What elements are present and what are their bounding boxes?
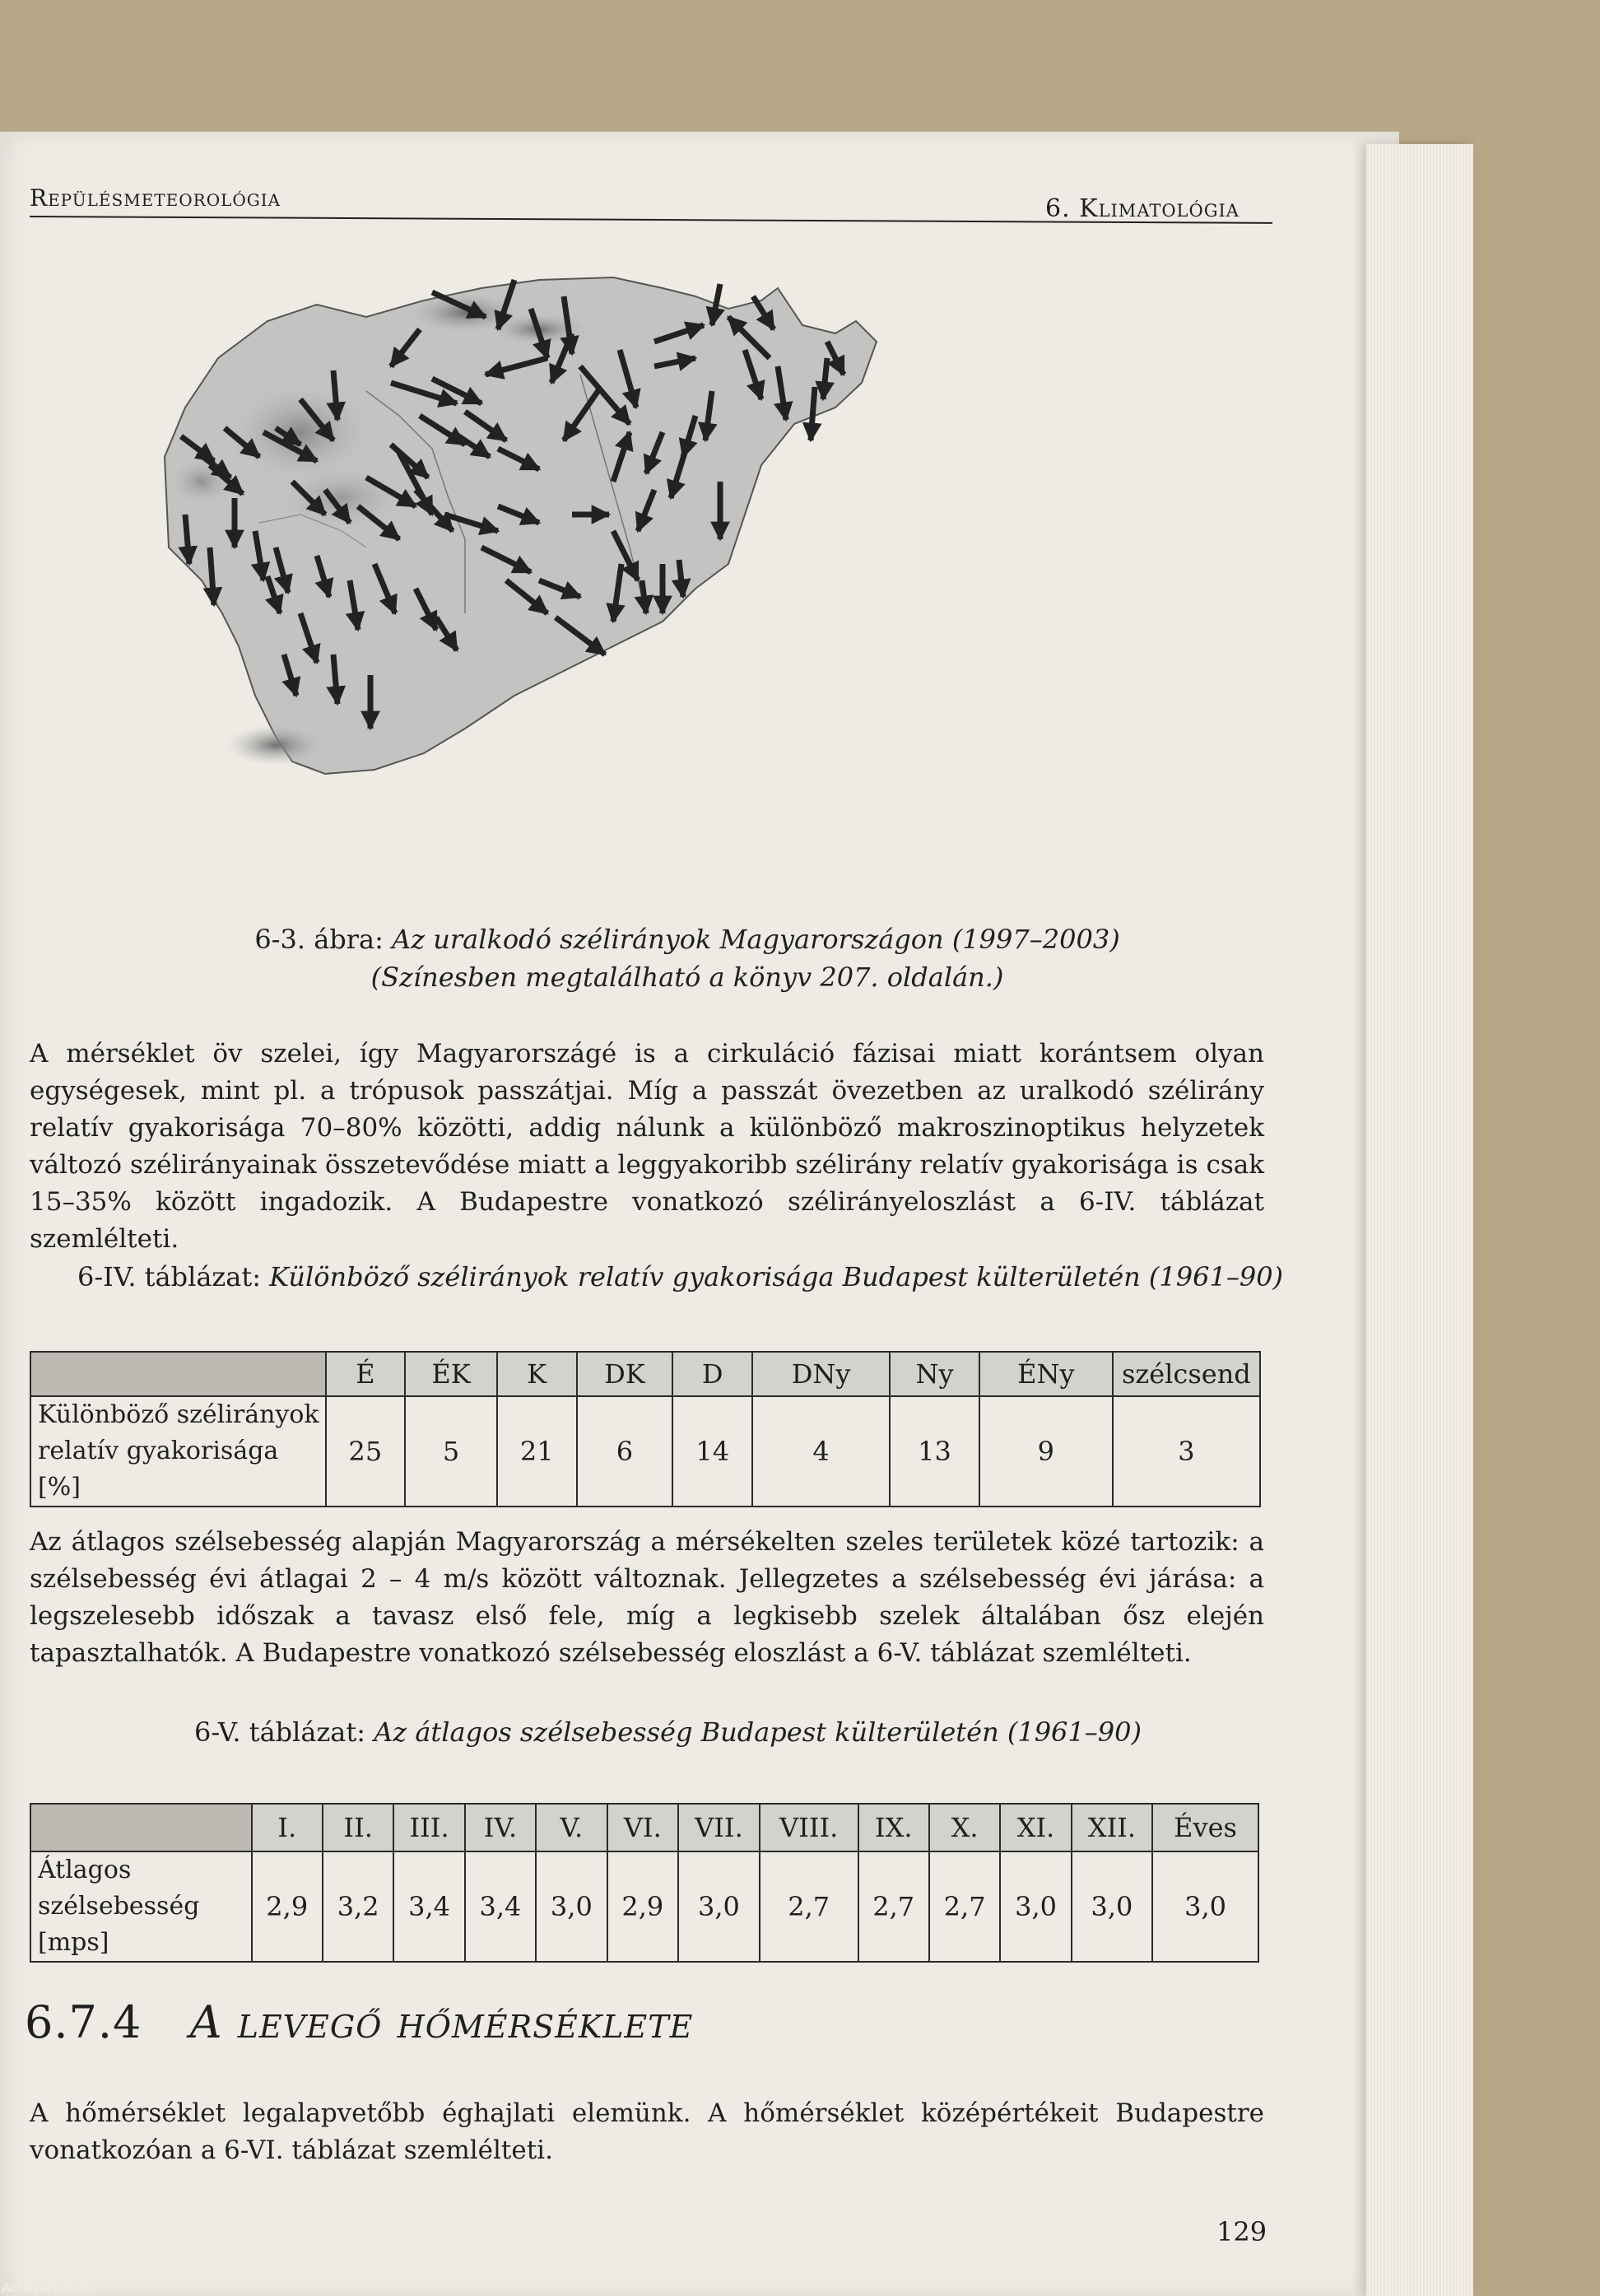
table-cell: 3,0	[1152, 1851, 1258, 1962]
watermark: Antikvarium.hu	[2, 2280, 96, 2295]
table-header: X.	[929, 1804, 1000, 1851]
figure-caption	[214, 924, 1160, 955]
table-header: DNy	[752, 1352, 890, 1396]
paragraph: Az átlagos szélsebesség alapján Magyarország a mérsékelten szeles területek közé tartozik: a szélsebesség évi átlagai 2 – 4 m/s között változnak. Jellegzetes a szélsebesség évi járása: a legszelesebb időszak a tavasz első fele, míg a legkisebb szelek általában ősz elején tapasztalhatók. A Budapestre vonatkozó szélsebesség eloszlást a 6-V. táblázat szemlélteti.	[30, 1527, 1264, 1668]
figure-caption-note: (Színesben megtalálható a könyv 207. oldalán.)	[370, 962, 1004, 993]
table-cell: 3,2	[323, 1851, 393, 1962]
table-header: IV.	[465, 1804, 536, 1851]
running-head-left: Repülésmeteorológia	[30, 184, 281, 212]
table-cell: 2,9	[252, 1851, 323, 1962]
table-header: VII.	[678, 1804, 760, 1851]
table-cell: 13	[890, 1396, 979, 1507]
page-number: 129	[1216, 2216, 1267, 2247]
wind-speed-table	[30, 1803, 1259, 1963]
running-head-right: 6. Klimatológia	[1045, 194, 1240, 223]
figure-caption-label: 6-3. ábra:	[254, 924, 384, 955]
paragraph: A mérséklet öv szelei, így Magyarországé is a cirkuláció fázisai miatt korántsem olyan egységesek, mint pl. a trópusok passzátjai. Míg a passzát övezetben az uralkodó szélirány relatív gyakorisága 70–80% közötti, addig nálunk a különböző makroszinoptikus helyzetek változó szélirányainak összetevődése miatt a leggyakoribb szélirány relatív gyakorisága is csak 15–35% között ingadozik. A Budapestre vonatkozó szélirányeloszlást a 6-IV. táblázat szemlélteti.	[30, 1039, 1264, 1254]
country-outline	[165, 277, 877, 774]
table-header: DK	[577, 1352, 673, 1396]
table-header: ÉNy	[979, 1352, 1113, 1396]
table-row	[30, 1396, 1260, 1507]
table-header: szélcsend	[1113, 1352, 1260, 1396]
table-cell: 4	[752, 1396, 890, 1507]
table-header: VIII.	[760, 1804, 858, 1851]
table-header: VI.	[607, 1804, 678, 1851]
table-caption-label: 6-V. táblázat:	[194, 1716, 366, 1748]
table-cell: 3,0	[536, 1851, 607, 1962]
table-header: É	[326, 1352, 406, 1396]
wind-direction-table	[30, 1351, 1261, 1507]
table-header: Ny	[890, 1352, 979, 1396]
table-corner	[30, 1804, 252, 1851]
table-cell: 3,0	[1072, 1851, 1152, 1962]
table-cell: 2,7	[929, 1851, 1000, 1962]
table-header: ÉK	[405, 1352, 497, 1396]
table-header: V.	[536, 1804, 607, 1851]
table-header: K	[497, 1352, 577, 1396]
table-header: XI.	[1000, 1804, 1071, 1851]
table-cell: 21	[497, 1396, 577, 1507]
table-cell: 5	[405, 1396, 497, 1507]
table-cell: 3,4	[465, 1851, 536, 1962]
table-caption	[194, 1716, 1142, 1748]
section-heading	[25, 1996, 693, 2048]
row-label: Különböző szélirányok relatív gyakorisága [%]	[30, 1396, 326, 1507]
table-cell: 6	[577, 1396, 673, 1507]
table-header: I.	[252, 1804, 323, 1851]
table-header: XII.	[1072, 1804, 1152, 1851]
table-header-row	[30, 1804, 1258, 1851]
table-cell: 2,7	[858, 1851, 929, 1962]
table-caption	[77, 1261, 1283, 1292]
table-cell: 3,0	[1000, 1851, 1071, 1962]
table-caption-text: Az átlagos szélsebesség Budapest külterületén (1961–90)	[374, 1716, 1142, 1748]
table-cell: 3,4	[393, 1851, 464, 1962]
table-header: III.	[393, 1804, 464, 1851]
table-cell: 3,0	[678, 1851, 760, 1962]
table-header: IX.	[858, 1804, 929, 1851]
table-header: D	[672, 1352, 752, 1396]
table-caption-label: 6-IV. táblázat:	[77, 1261, 261, 1292]
table-corner	[30, 1352, 326, 1396]
table-caption-text: Különböző szélirányok relatív gyakorisága Budapest külterületén (1961–90)	[269, 1261, 1284, 1292]
page-edges	[1366, 144, 1473, 2296]
table-cell: 2,9	[607, 1851, 678, 1962]
row-label: Átlagos szélsebesség [mps]	[30, 1851, 252, 1962]
table-header-row	[30, 1352, 1260, 1396]
section-number: 6.7.4	[25, 1996, 142, 2048]
paragraph: A hőmérséklet legalapvetőbb éghajlati elemünk. A hőmérséklet középértékeit Budapestre vonatkozóan a 6-VI. táblázat szemlélteti.	[30, 2098, 1264, 2165]
figure-caption-text: Az uralkodó szélirányok Magyarországon (1997–2003)	[392, 924, 1120, 955]
table-cell: 2,7	[760, 1851, 858, 1962]
table-cell: 9	[979, 1396, 1113, 1507]
table-header: Éves	[1152, 1804, 1258, 1851]
table-cell: 25	[326, 1396, 406, 1507]
table-cell: 3	[1113, 1396, 1260, 1507]
section-title: A levegő hőmérséklete	[189, 1996, 694, 2048]
table-row	[30, 1851, 1258, 1962]
table-cell: 14	[672, 1396, 752, 1507]
wind-direction-map	[152, 268, 1123, 901]
table-header: II.	[323, 1804, 393, 1851]
